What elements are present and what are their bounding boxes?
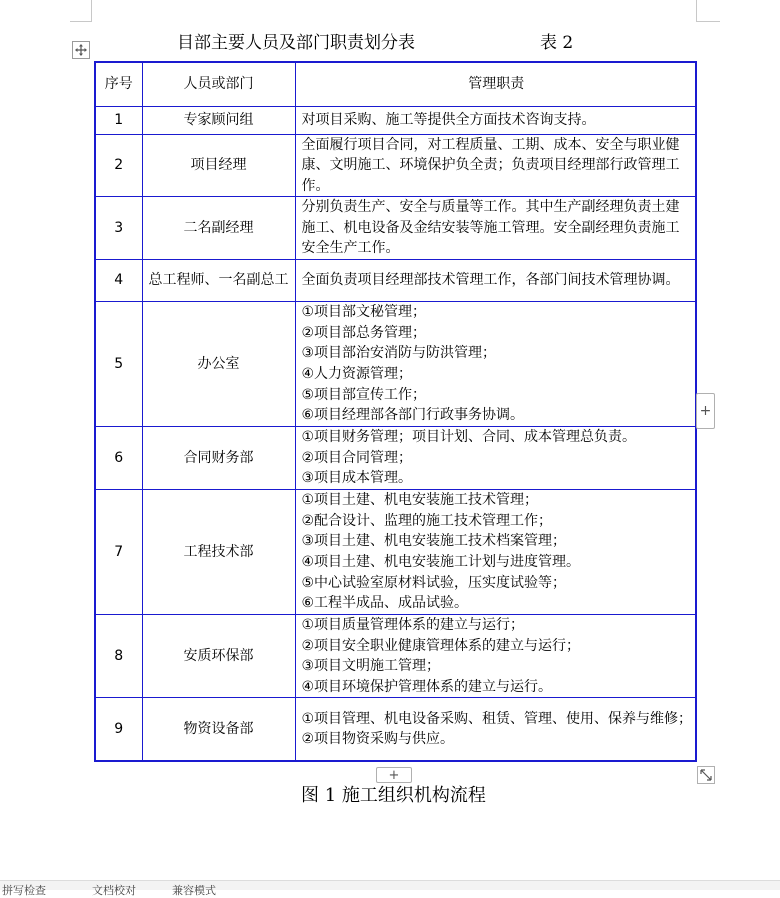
table-row: [95, 615, 696, 698]
table-row: [95, 134, 696, 197]
page-corner-marker: [70, 0, 92, 22]
table-row: [95, 106, 696, 134]
duty-item: ⑤中心试验室原材料试验，压实度试验等；: [301, 574, 567, 591]
duty-item: ④人力资源管理；: [301, 366, 413, 383]
duty-item: ①项目土建、机电安装施工技术管理；: [301, 492, 539, 509]
duty-item: ②项目安全职业健康管理体系的建立与运行；: [301, 637, 581, 654]
table-row: [95, 698, 696, 761]
duty-item: 分别负责生产、安全与质量等工作。其中生产副经理负责土建施工、机电设备及金结安装等施工管理。安全副经理负责施工安全生产工作。: [301, 199, 680, 257]
header-number[interactable]: 序号: [95, 62, 142, 106]
duty-item: ③项目部治安消防与防洪管理；: [301, 345, 497, 362]
table-move-handle[interactable]: [72, 41, 90, 59]
add-row-button[interactable]: +: [376, 767, 412, 783]
duty-item: ②项目合同管理；: [301, 449, 413, 466]
table-title-row: [95, 28, 695, 52]
duties-cell[interactable]: [295, 134, 696, 197]
department-cell[interactable]: 合同财务部: [142, 427, 295, 490]
row-number-cell[interactable]: 6: [95, 427, 142, 490]
department-cell[interactable]: 项目经理: [142, 134, 295, 197]
row-number-cell[interactable]: 1: [95, 106, 142, 134]
status-bar: [0, 880, 780, 897]
duty-item: ⑥项目经理部各部门行政事务协调。: [301, 407, 525, 424]
duty-item: ①项目质量管理体系的建立与运行；: [301, 617, 525, 634]
duty-table: [94, 61, 697, 762]
duty-item: ①项目管理、机电设备采购、租赁、管理、使用、保养与维修；: [301, 710, 693, 727]
duties-cell[interactable]: [295, 698, 696, 761]
page-corner-marker: [696, 0, 720, 22]
department-cell[interactable]: 总工程师、一名副总工: [142, 260, 295, 302]
table-body: [95, 106, 696, 761]
duty-item: ⑥工程半成品、成品试验。: [301, 595, 469, 612]
table-number: 表 2: [540, 33, 574, 53]
row-number-cell[interactable]: 8: [95, 615, 142, 698]
department-cell[interactable]: 办公室: [142, 302, 295, 427]
header-department[interactable]: 人员或部门: [142, 62, 295, 106]
duties-cell[interactable]: [295, 260, 696, 302]
duty-item: ④项目环境保护管理体系的建立与运行。: [301, 678, 553, 695]
duty-item: 对项目采购、施工等提供全方面技术咨询支持。: [301, 111, 596, 128]
table-row: [95, 427, 696, 490]
table-resize-handle[interactable]: [697, 766, 715, 784]
duties-cell[interactable]: [295, 427, 696, 490]
table-row: [95, 260, 696, 302]
department-cell[interactable]: 工程技术部: [142, 490, 295, 615]
row-number-cell[interactable]: 3: [95, 197, 142, 260]
status-compat-mode[interactable]: 兼容模式: [172, 884, 216, 897]
department-cell[interactable]: 专家顾问组: [142, 106, 295, 134]
table-row: [95, 490, 696, 615]
duty-item: ②项目部总务管理；: [301, 324, 427, 341]
header-duties[interactable]: 管理职责: [295, 62, 696, 106]
row-number-cell[interactable]: 7: [95, 490, 142, 615]
row-number-cell[interactable]: 2: [95, 134, 142, 197]
duty-item: ⑤项目部宣传工作；: [301, 386, 427, 403]
duty-item: ③项目土建、机电安装施工技术档案管理；: [301, 533, 567, 550]
duty-item: ④项目土建、机电安装施工计划与进度管理。: [301, 554, 581, 571]
duty-item: 全面负责项目经理部技术管理工作，各部门间技术管理协调。: [301, 272, 680, 289]
duties-cell[interactable]: [295, 490, 696, 615]
duties-cell[interactable]: [295, 106, 696, 134]
table-title: 目部主要人员及部门职责划分表: [177, 33, 415, 53]
table-row: [95, 197, 696, 260]
duty-item: ①项目财务管理；项目计划、合同、成本管理总负责。: [301, 429, 637, 446]
status-spellcheck[interactable]: 拼写检查: [2, 884, 46, 897]
row-number-cell[interactable]: 5: [95, 302, 142, 427]
row-number-cell[interactable]: 9: [95, 698, 142, 761]
status-proofread[interactable]: 文档校对: [92, 884, 136, 897]
table-row: [95, 302, 696, 427]
figure-caption: 图 1 施工组织机构流程: [301, 785, 486, 806]
row-number-cell[interactable]: 4: [95, 260, 142, 302]
duty-item: ①项目部文秘管理；: [301, 304, 427, 321]
duty-item: 全面履行项目合同，对工程质量、工期、成本、安全与职业健康、文明施工、环境保护负全责；负责项目经理部行政管理工作。: [301, 136, 680, 194]
resize-icon: [700, 769, 712, 781]
duty-item: ②项目物资采购与供应。: [301, 731, 455, 748]
department-cell[interactable]: 安质环保部: [142, 615, 295, 698]
duties-cell[interactable]: [295, 615, 696, 698]
add-column-button[interactable]: +: [696, 393, 715, 429]
move-icon: [75, 44, 87, 56]
duties-cell[interactable]: [295, 197, 696, 260]
table-header-row: [95, 62, 696, 106]
duty-item: ③项目成本管理。: [301, 470, 413, 487]
duty-item: ②配合设计、监理的施工技术管理工作；: [301, 512, 553, 529]
department-cell[interactable]: 物资设备部: [142, 698, 295, 761]
duties-cell[interactable]: [295, 302, 696, 427]
department-cell[interactable]: 二名副经理: [142, 197, 295, 260]
duty-item: ③项目文明施工管理；: [301, 658, 441, 675]
